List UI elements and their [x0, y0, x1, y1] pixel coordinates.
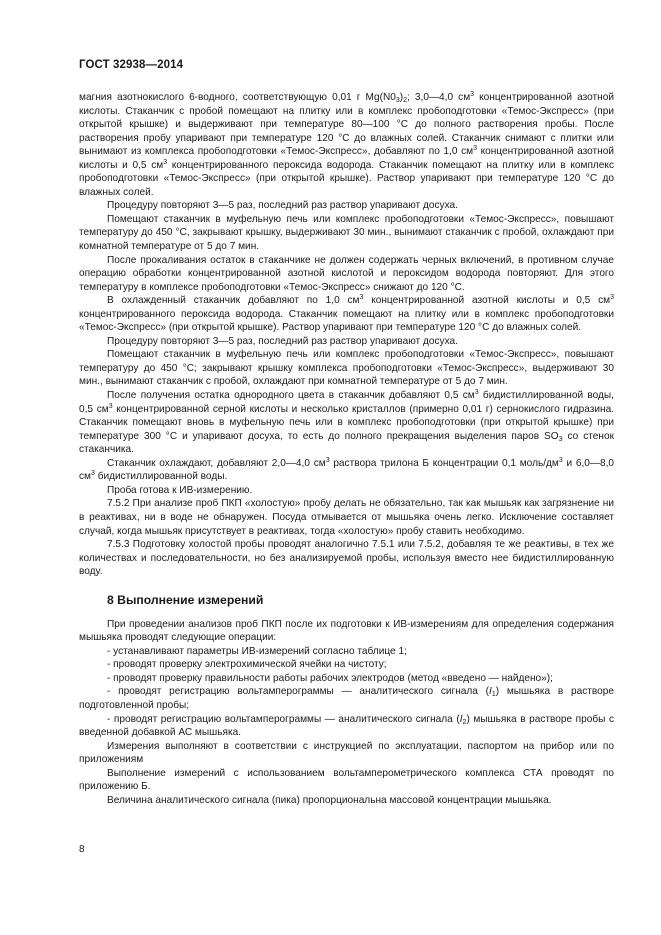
list-item: - проводят проверку правильности работы рабочих электродов (метод «введено — найдено»);	[107, 672, 553, 684]
paragraph: Величина аналитического сигнала (пика) пропорциональна массовой концентрации мышьяка.	[107, 794, 552, 806]
paragraph: После прокаливания остаток в стаканчике не должен содержать черных включений, в противном случае операцию обработки концентрированной азотной кислотой и пероксидом водорода повторяют. Для этого температуру в комплексе пробоподготовки «Темос-Экспресс» снижают до 120 °С.	[79, 254, 614, 293]
paragraph: 7.5.2 При анализе проб ПКП «холостую» пробу делать не обязательно, так как мышьяк как загрязнение ни в реактивах, ни в воде не обнаружен. Посуда отмывается от мышьяка очень легко. Исключение составляет случай, когда мышьяк присутствует в реактивах, тогда «холостую» пробу ставить необходимо.	[79, 498, 614, 537]
list-item: - проводят регистрацию вольтамперограммы — аналитического сигнала $(I_1)$ мышьяка в растворе подготовленной пробы;	[79, 686, 614, 711]
list-item: - проводят проверку электрохимической ячейки на чистоту;	[107, 659, 387, 671]
paragraph: Выполнение измерений с использованием вольтамперометрического комплекса СТА проводят по приложению Б.	[79, 767, 614, 793]
paragraph: Проба готова к ИВ-измерению.	[107, 484, 253, 496]
paragraph: Измерения выполняют в соответствии с инструкцией по эксплуатации, паспортом на прибор или по приложениям	[79, 740, 614, 766]
section-title: 8 Выполнение измерений	[107, 592, 264, 607]
paragraph: Стаканчик охлаждают, добавляют 2,0—4,0 $см^3$ раствора трилона Б концентрации 0,1 моль/$дм^3$ и 6,0—8,0 $см^3$ бидистиллированной воды.	[79, 456, 615, 483]
paragraph: Помещают стаканчик в муфельную печь или комплекс пробоподготовки «Темос-Экспресс», повышают температуру до 450 °С; закрывают крышку комплекса пробоподготовки «Темос-Экспресс», выдерживают 30 мин., вынимают стаканчик с пробой, охлаждают при комнатной температуре от 5 до 7 мин.	[79, 349, 614, 388]
paragraph: При проведении анализов проб ПКП после их подготовки к ИВ-измерениям для определения содержания мышьяка проводят следующие операции:	[79, 618, 614, 644]
paragraph: Помещают стаканчик в муфельную печь или комплекс пробоподготовки «Темос-Экспресс», повышают температуру до 450 °С, закрывают крышку, выдерживают 30 мин., вынимают стаканчик с пробой, охлаждают при комнатной температуре от 5 до 7 мин.	[79, 213, 614, 253]
list-item: - проводят регистрацию вольтамперограммы — аналитического сигнала $(I_2)$ мышьяка в растворе пробы с введенной добавкой АС мышьяка.	[79, 713, 615, 739]
paragraph: После получения остатка однородного цвета в стаканчик добавляют 0,5 $см^3$ бидистиллированной воды, 0,5 $см^3$ концентрированной серной кислоты и несколько кристаллов (примерно 0,01 г) сернокислого гидразина. Стаканчик помещают вновь в муфельную печь или в комплекс пробоподготовки (при открытой крышке) при температуре 300 °С и упаривают досуха, то есть до полного прекращения выделения паров $SO_3$ со стенок стаканчика.	[79, 389, 615, 456]
paragraph: В охлажденный стаканчик добавляют по 1,0 $см^3$ концентрированной азотной кислоты и 0,5 $см^3$ концентрированного пероксида водорода. Стаканчик помещают на плитку или в комплекс пробоподготовки «Темос-Экспресс» (при открытой крышке). Раствор упаривают при температуре 120 °С до влажных солей.	[79, 294, 614, 334]
paragraph: 7.5.3 Подготовку холостой пробы проводят аналогично 7.5.1 или 7.5.2, добавляя те же реактивы, в тех же количествах и последовательности, но без анализируемой пробы, используя вместо нее бидистиллированную воду.	[79, 539, 614, 578]
document-header: ГОСТ 32938—2014	[79, 59, 184, 71]
document-body	[79, 91, 614, 807]
list-item: - устанавливают параметры ИВ-измерений согласно таблице 1;	[107, 645, 407, 657]
paragraph: магния азотнокислого 6-водного, соответствующую 0,01 г $Mg(N0_3)_2$; 3,0—4,0 $см^3$ концентрированной азотной кислоты. Стаканчик с пробой помещают на плитку или в комплекс пробоподготовки «Темос-Экспресс» (при открытой крышке) и выдерживают при температуре 80—100 °С до полного растворения пробы. После растворения пробу упаривают при температуре 120 °С до влажных солей. Стаканчик снимают с плитки или вынимают из комплекса пробоподготовки «Темос-Экспресс», добавляют по 1,0 $см^3$ концентрированной азотной кислоты и 0,5 $см^3$ концентрированного пероксида водорода. Стаканчик помещают на плитку или в комплекс пробоподготовки «Темос-Экспресс» (при открытой крышке). Раствор упаривают при температуре 120 °С до влажных солей.	[79, 91, 614, 198]
paragraph: Процедуру повторяют 3—5 раз, последний раз раствор упаривают досуха.	[107, 200, 458, 212]
page-number: 8	[79, 844, 85, 855]
paragraph: Процедуру повторяют 3—5 раз, последний раз раствор упаривают досуха.	[107, 335, 458, 347]
